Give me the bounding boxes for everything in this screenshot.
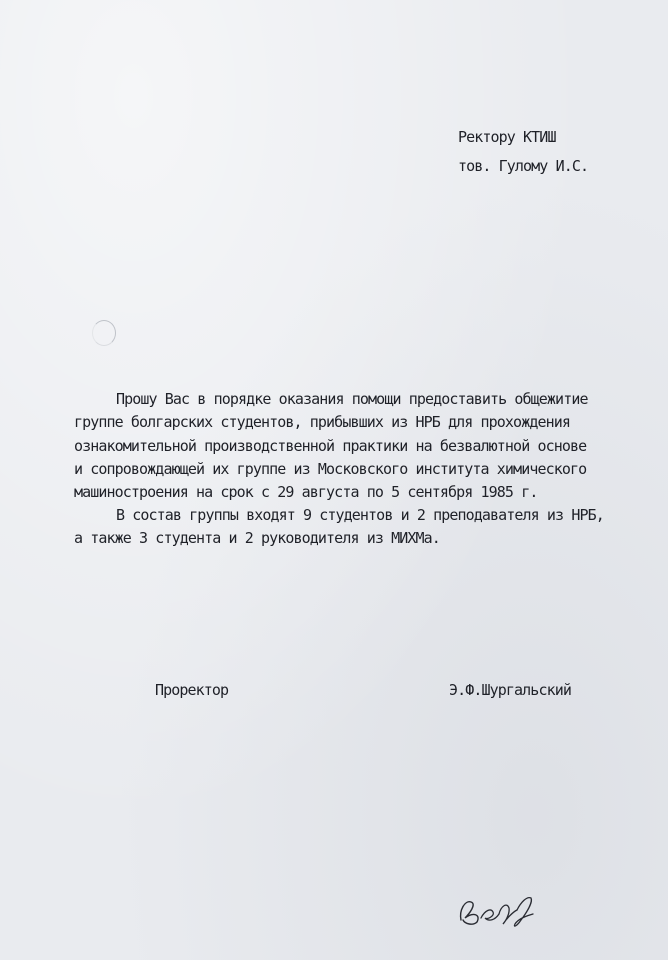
handwritten-signature — [455, 890, 545, 930]
body-paragraph-1-line-4: и сопровождающей их группе из Московского института химического — [74, 460, 587, 478]
body-paragraph-1-line-3: ознакомительной производственной практики на безвалютной основе — [74, 437, 587, 455]
punch-hole-mark — [92, 320, 116, 346]
body-paragraph-1-line-2: группе болгарских студентов, прибывших из НРБ для прохождения — [74, 413, 570, 431]
body-paragraph-2-line-2: а также 3 студента и 2 руководителя из МИХМа. — [74, 529, 440, 547]
body-paragraph-1-line-5: машиностроения на срок с 29 августа по 5 сентября 1985 г. — [74, 483, 538, 501]
signatory-position: Проректор — [155, 681, 229, 699]
addressee-line-1: Ректору КТИШ — [458, 128, 556, 146]
body-paragraph-1-line-1: Прошу Вас в порядке оказания помощи предоставить общежитие — [116, 390, 588, 408]
signatory-name: Э.Ф.Шургальский — [449, 681, 571, 699]
addressee-line-2: тов. Гулому И.С. — [458, 157, 589, 175]
body-paragraph-2-line-1: В состав группы входят 9 студентов и 2 преподавателя из НРБ, — [116, 506, 604, 524]
